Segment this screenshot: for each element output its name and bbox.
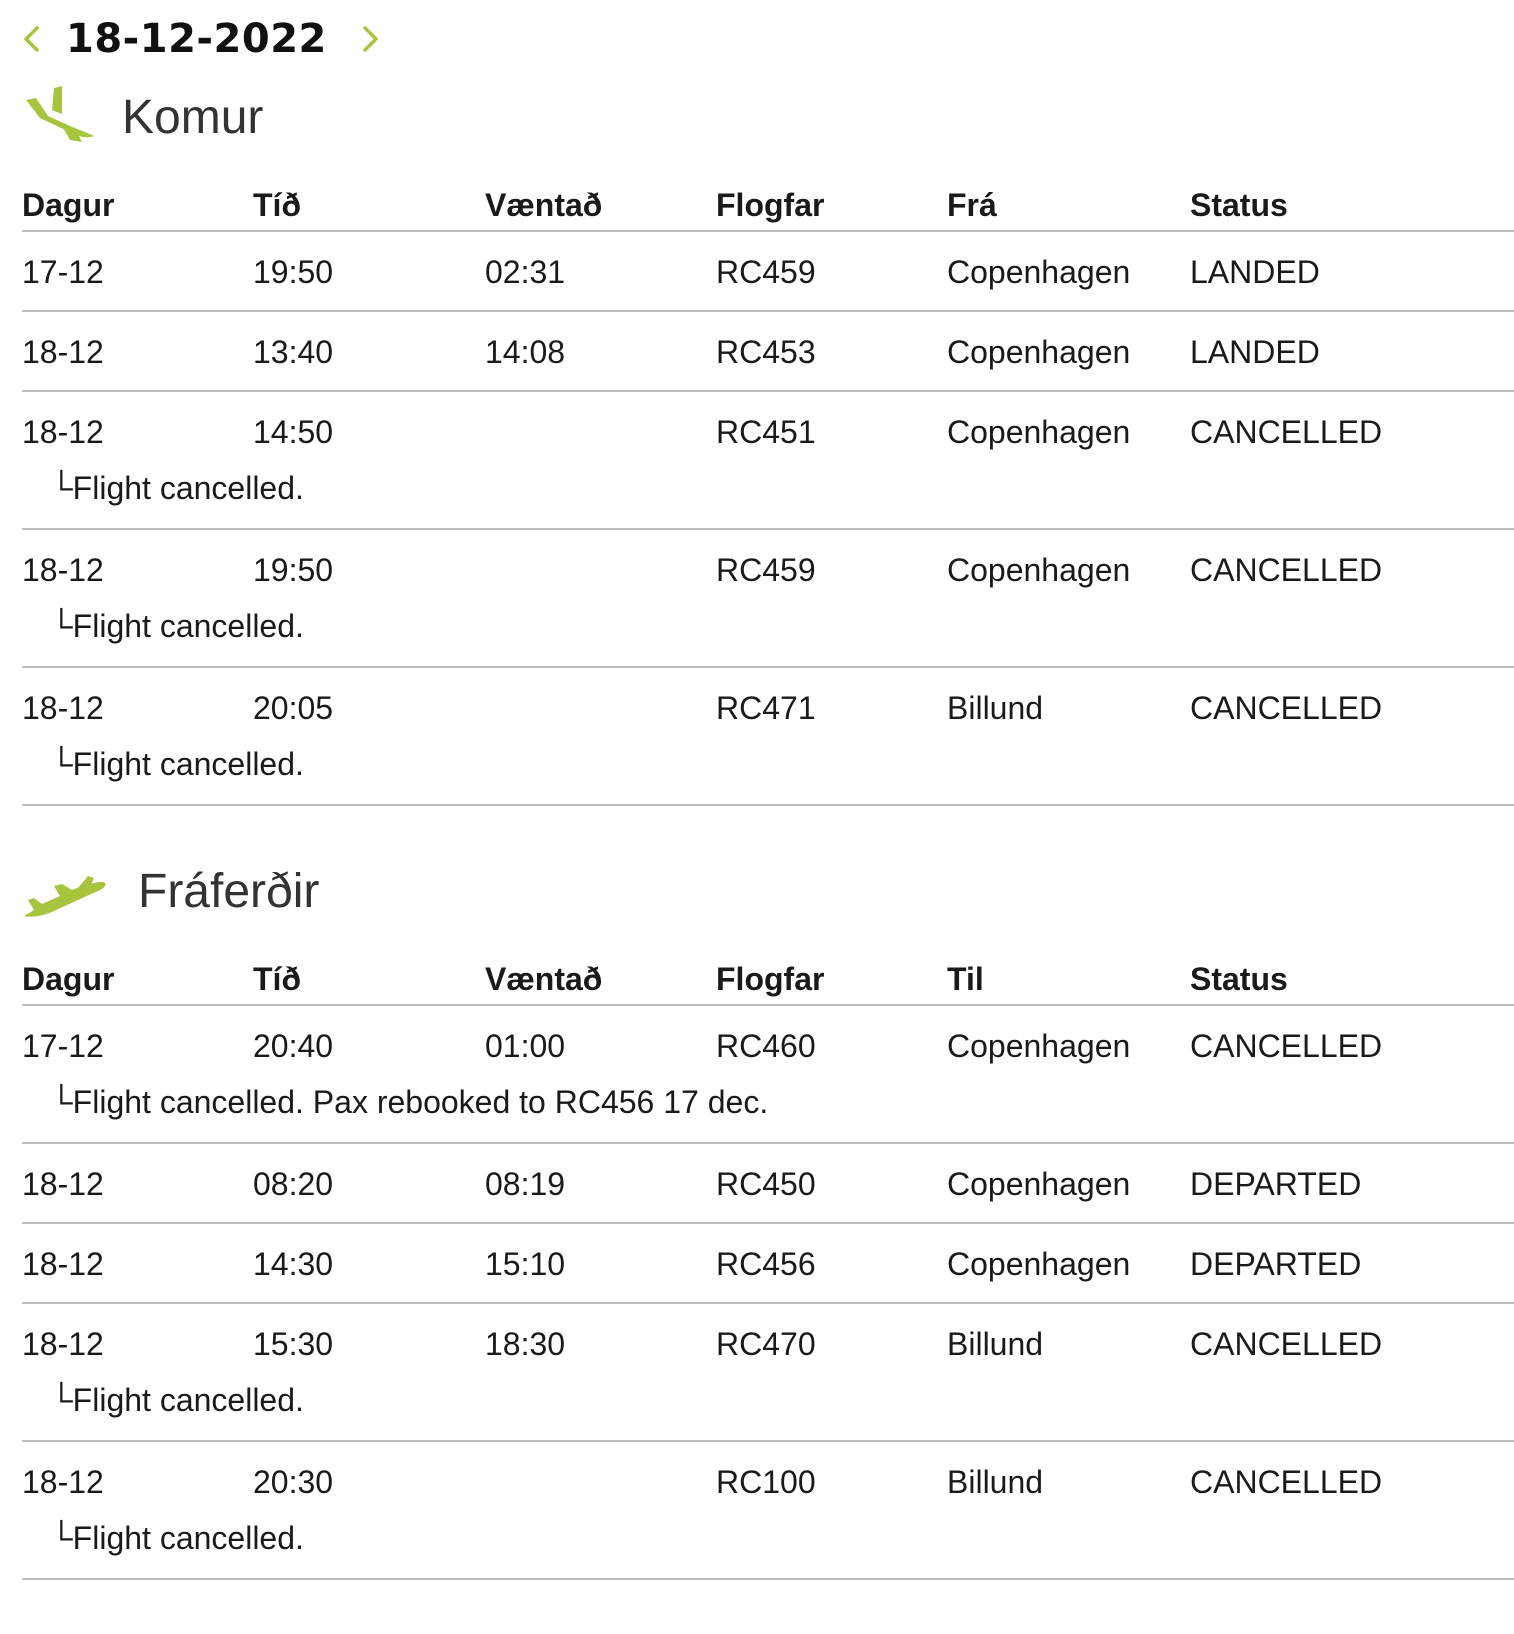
row-cells — [22, 1442, 1514, 1501]
cell-status: CANCELLED — [1190, 1326, 1383, 1362]
column-header-flight: Flogfar — [716, 187, 825, 223]
cell-status: CANCELLED — [1190, 1464, 1383, 1500]
cell-day: 18-12 — [22, 1246, 104, 1282]
table-row — [22, 1304, 1514, 1442]
plane-landing-icon — [22, 82, 122, 152]
cell-flight: RC460 — [716, 1028, 816, 1064]
column-header-to: Til — [947, 961, 984, 997]
departures-column-headers — [22, 948, 1514, 1006]
arrivals-section — [22, 82, 1514, 806]
cell-status: CANCELLED — [1190, 690, 1383, 726]
cell-place: Billund — [947, 690, 1044, 726]
column-header-day: Dagur — [22, 187, 115, 223]
row-cells — [22, 1224, 1514, 1283]
cell-day: 18-12 — [22, 1166, 104, 1202]
cell-time: 19:50 — [253, 552, 334, 588]
cell-expected: 15:10 — [485, 1246, 566, 1282]
cell-day: 17-12 — [22, 1028, 104, 1064]
table-row — [22, 1144, 1514, 1224]
row-note: └Flight cancelled. — [50, 470, 304, 506]
table-row — [22, 668, 1514, 806]
date-navigation — [22, 14, 391, 64]
cell-day: 18-12 — [22, 1326, 104, 1362]
cell-expected: 02:31 — [485, 254, 566, 290]
cell-expected: 08:19 — [485, 1166, 566, 1202]
cell-day: 18-12 — [22, 690, 104, 726]
cell-place: Copenhagen — [947, 254, 1131, 290]
row-cells — [22, 1144, 1514, 1203]
arrivals-title: Komur — [122, 90, 264, 144]
arrivals-header — [22, 82, 1514, 152]
table-row — [22, 232, 1514, 312]
table-row — [22, 392, 1514, 530]
table-row — [22, 530, 1514, 668]
cell-expected — [485, 1464, 716, 1501]
cell-status: DEPARTED — [1190, 1166, 1362, 1202]
cell-time: 13:40 — [253, 334, 334, 370]
plane-takeoff-icon — [22, 856, 122, 926]
cell-day: 18-12 — [22, 334, 104, 370]
cell-time: 14:50 — [253, 414, 334, 450]
row-cells — [22, 232, 1514, 291]
cell-time: 20:05 — [253, 690, 334, 726]
column-header-day: Dagur — [22, 961, 115, 997]
departures-title: Fráferðir — [138, 864, 320, 918]
cell-time: 08:20 — [253, 1166, 334, 1202]
cell-status: CANCELLED — [1190, 552, 1383, 588]
cell-flight: RC456 — [716, 1246, 816, 1282]
cell-flight: RC459 — [716, 552, 816, 588]
column-header-from: Frá — [947, 187, 997, 223]
row-note: └Flight cancelled. Pax rebooked to RC456 17 dec. — [50, 1084, 769, 1120]
cell-time: 19:50 — [253, 254, 334, 290]
cell-flight: RC470 — [716, 1326, 816, 1362]
column-header-time: Tíð — [253, 961, 301, 997]
cell-flight: RC471 — [716, 690, 816, 726]
column-header-status: Status — [1190, 187, 1288, 223]
current-date: 18-12-2022 — [66, 16, 327, 62]
cell-day: 18-12 — [22, 414, 104, 450]
chevron-right-icon[interactable] — [351, 14, 391, 64]
cell-status: DEPARTED — [1190, 1246, 1362, 1282]
row-cells — [22, 530, 1514, 589]
cell-expected: 18:30 — [485, 1326, 566, 1362]
cell-status: LANDED — [1190, 334, 1320, 370]
cell-time: 15:30 — [253, 1326, 334, 1362]
column-header-time: Tíð — [253, 187, 301, 223]
cell-place: Copenhagen — [947, 1246, 1131, 1282]
chevron-left-icon[interactable] — [22, 14, 66, 64]
cell-status: CANCELLED — [1190, 414, 1383, 450]
cell-flight: RC450 — [716, 1166, 816, 1202]
table-row — [22, 1006, 1514, 1144]
table-row — [22, 1442, 1514, 1580]
cell-expected: 01:00 — [485, 1028, 566, 1064]
cell-day: 17-12 — [22, 254, 104, 290]
cell-status: CANCELLED — [1190, 1028, 1383, 1064]
cell-place: Copenhagen — [947, 552, 1131, 588]
departures-section — [22, 856, 1514, 1580]
cell-expected: 14:08 — [485, 334, 566, 370]
cell-place: Copenhagen — [947, 1166, 1131, 1202]
row-cells — [22, 1304, 1514, 1363]
cell-expected — [485, 690, 716, 727]
cell-time: 20:30 — [253, 1464, 334, 1500]
cell-flight: RC459 — [716, 254, 816, 290]
cell-day: 18-12 — [22, 552, 104, 588]
cell-time: 14:30 — [253, 1246, 334, 1282]
cell-place: Copenhagen — [947, 1028, 1131, 1064]
cell-day: 18-12 — [22, 1464, 104, 1500]
cell-flight: RC453 — [716, 334, 816, 370]
row-cells — [22, 392, 1514, 451]
departures-header — [22, 856, 1514, 926]
cell-place: Billund — [947, 1326, 1044, 1362]
cell-place: Copenhagen — [947, 334, 1131, 370]
row-cells — [22, 668, 1514, 727]
row-cells — [22, 312, 1514, 371]
table-row — [22, 312, 1514, 392]
cell-place: Copenhagen — [947, 414, 1131, 450]
column-header-expected: Væntað — [485, 187, 603, 223]
row-note: └Flight cancelled. — [50, 1382, 304, 1418]
column-header-expected: Væntað — [485, 961, 603, 997]
cell-expected — [485, 414, 716, 451]
row-note: └Flight cancelled. — [50, 746, 304, 782]
column-header-status: Status — [1190, 961, 1288, 997]
table-row — [22, 1224, 1514, 1304]
row-cells — [22, 1006, 1514, 1065]
cell-status: LANDED — [1190, 254, 1320, 290]
row-note: └Flight cancelled. — [50, 608, 304, 644]
arrivals-column-headers — [22, 174, 1514, 232]
cell-flight: RC100 — [716, 1464, 816, 1500]
arrivals-table-body — [22, 232, 1514, 806]
cell-time: 20:40 — [253, 1028, 334, 1064]
row-note: └Flight cancelled. — [50, 1520, 304, 1556]
cell-flight: RC451 — [716, 414, 816, 450]
column-header-flight: Flogfar — [716, 961, 825, 997]
departures-table-body — [22, 1006, 1514, 1580]
cell-place: Billund — [947, 1464, 1044, 1500]
cell-expected — [485, 552, 716, 589]
